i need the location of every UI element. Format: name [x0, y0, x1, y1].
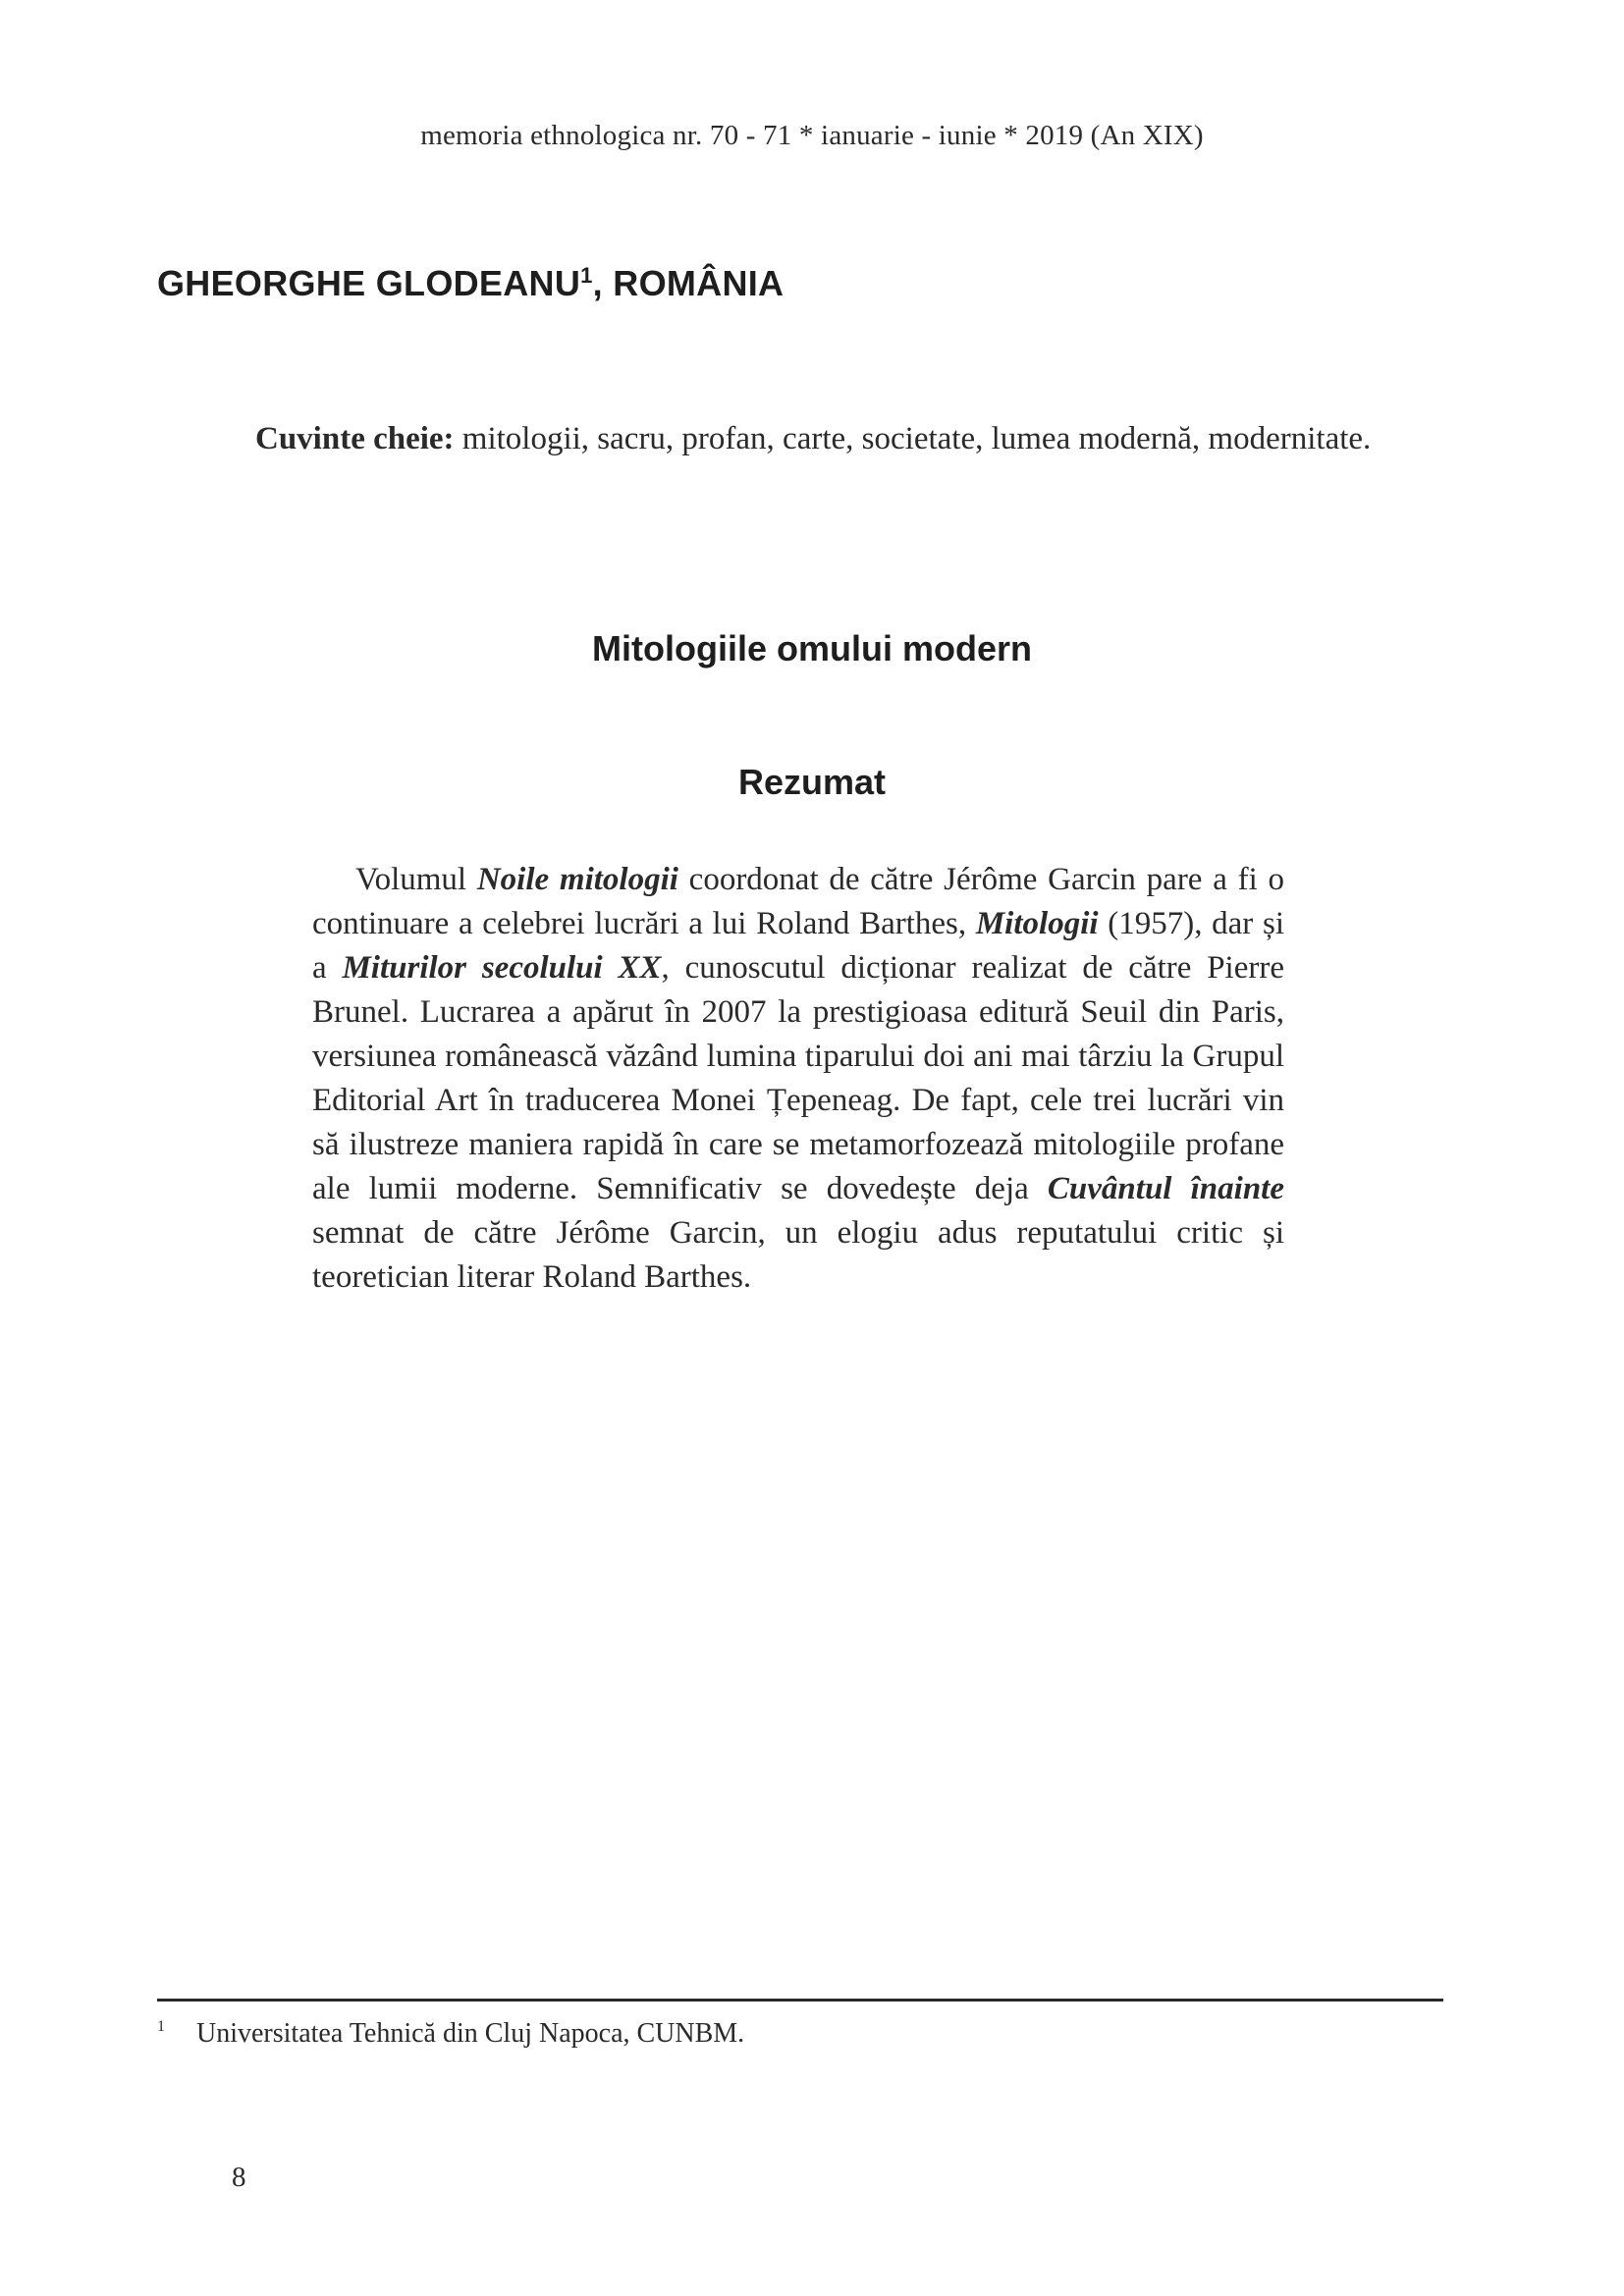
article-title: Mitologiile omului modern: [592, 628, 1032, 668]
abstract-text: (1957), dar și a: [312, 906, 1284, 986]
abstract-text: Volumul: [355, 862, 477, 897]
keywords-text: mitologii, sacru, profan, carte, societate, lumea modernă, modernitate.: [454, 421, 1372, 456]
author-heading: [157, 263, 784, 304]
author-country: , ROMÂNIA: [592, 263, 785, 303]
running-head: memoria ethnologica nr. 70 - 71 * ianuarie - iunie * 2019 (An XIX): [420, 120, 1204, 151]
book-title: Miturilor secolului XX: [342, 950, 662, 986]
author-name: GHEORGHE GLODEANU: [157, 263, 581, 303]
page-number: 8: [232, 2162, 246, 2193]
footnote-divider: [157, 1999, 1443, 2002]
abstract-paragraph: [312, 858, 1284, 1300]
book-title: Cuvântul înainte: [1047, 1171, 1284, 1206]
keywords-paragraph: [157, 416, 1443, 461]
abstract-text: , cunoscutul dicționar realizat de către Pierre Brunel. Lucrarea a apărut în 2007 la prestigioasa editură Seuil din Paris, versiunea românească văzând lumina tiparului doi ani mai târziu la Grupul Editorial Art în traducerea Monei Țepeneag. De fapt, cele trei lucrări vin să ilustreze maniera rapidă în care se metamorfozează mitologiile profane ale lumii moderne. Semnificativ se dovedește deja: [312, 950, 1284, 1206]
book-title: Noile mitologii: [476, 862, 678, 897]
footnote-reference[interactable]: 1: [580, 263, 593, 288]
abstract-heading: Rezumat: [737, 762, 887, 802]
abstract-text: coordonat de către Jérôme Garcin pare a fi o continuare a celebrei lucrări a lui Roland Barthes,: [312, 862, 1284, 941]
footnote-mark: 1: [157, 2018, 165, 2035]
footnote-text: Universitatea Tehnică din Cluj Napoca, CUNBM.: [196, 2018, 745, 2049]
abstract-text: semnat de către Jérôme Garcin, un elogiu adus reputatului critic și teoretician literar Roland Barthes.: [312, 1215, 1284, 1295]
keywords-label: Cuvinte cheie:: [255, 421, 455, 456]
book-title: Mitologii: [975, 906, 1099, 941]
footnote: [157, 2016, 1443, 2052]
